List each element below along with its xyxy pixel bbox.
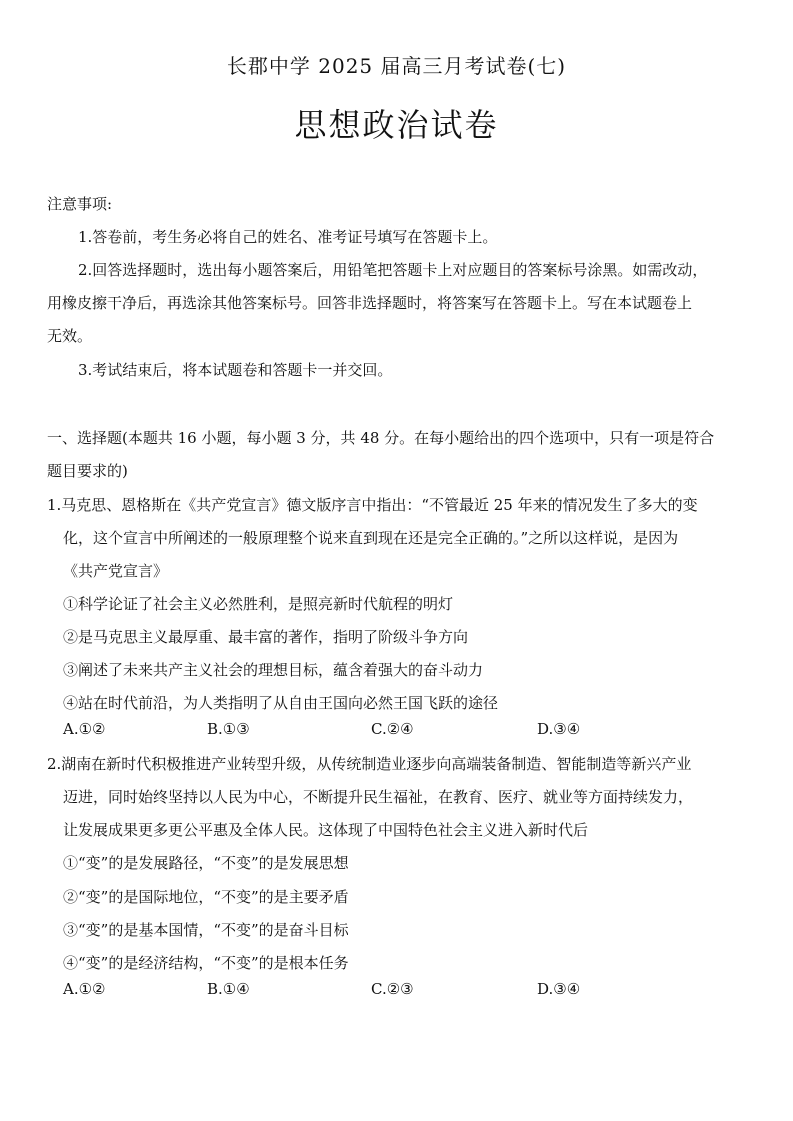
notice-item-3: 3.考试结束后，将本试题卷和答题卡一并交回。 (78, 361, 393, 379)
q2-statement-2: ②“变”的是国际地位，“不变”的是主要矛盾 (63, 888, 349, 906)
q1-statement-4: ④站在时代前沿，为人类指明了从自由王国向必然王国飞跃的途径 (63, 694, 499, 712)
exam-title: 思想政治试卷 (294, 106, 499, 144)
section-heading-line-1: 一、选择题(本题共 16 小题，每小题 3 分，共 48 分。在每小题给出的四个选项中，只有一项是符合 (47, 429, 715, 447)
notice-item-2-line-3: 无效。 (47, 327, 93, 345)
q1-statement-1: ①科学论证了社会主义必然胜利，是照亮新时代航程的明灯 (63, 595, 454, 613)
q2-option-d: D.③④ (537, 980, 581, 998)
q2-statement-1: ①“变”的是发展路径，“不变”的是发展思想 (63, 854, 349, 872)
q2-stem-line-2: 迈进，同时始终坚持以人民为中心，不断提升民生福祉，在教育、医疗、就业等方面持续发力， (63, 788, 694, 806)
q2-option-b: B.①④ (207, 980, 250, 998)
q2-option-a: A.①② (63, 980, 106, 998)
q2-statement-4: ④“变”的是经济结构，“不变”的是根本任务 (63, 954, 349, 972)
q1-statement-2: ②是马克思主义最厚重、最丰富的著作，指明了阶级斗争方向 (63, 628, 469, 646)
q1-stem-line-3: 《共产党宣言》 (63, 562, 169, 580)
q1-statement-3: ③阐述了未来共产主义社会的理想目标，蕴含着强大的奋斗动力 (63, 661, 484, 679)
q1-option-b: B.①③ (207, 720, 250, 738)
q1-option-d: D.③④ (537, 720, 581, 738)
notice-item-2-line-1: 2.回答选择题时，选出每小题答案后，用铅笔把答题卡上对应题目的答案标号涂黑。如需改动， (78, 261, 708, 279)
q1-option-a: A.①② (63, 720, 106, 738)
q2-option-c: C.②③ (371, 980, 414, 998)
notice-item-2-line-2: 用橡皮擦干净后，再选涂其他答案标号。回答非选择题时，将答案写在答题卡上。写在本试题卷上 (47, 294, 693, 312)
section-heading-line-2: 题目要求的) (47, 462, 128, 480)
q1-stem-line-1: 1.马克思、恩格斯在《共产党宣言》德文版序言中指出：“不管最近 25 年来的情况发生了多大的变 (47, 496, 698, 514)
q2-stem-line-1: 2.湖南在新时代积极推进产业转型升级，从传统制造业逐步向高端装备制造、智能制造等新兴产业 (47, 755, 692, 773)
notice-heading: 注意事项: (47, 195, 113, 213)
q2-stem-line-3: 让发展成果更多更公平惠及全体人民。这体现了中国特色社会主义进入新时代后 (63, 821, 589, 839)
q1-option-c: C.②④ (371, 720, 414, 738)
q1-stem-line-2: 化，这个宣言中所阐述的一般原理整个说来直到现在还是完全正确的。”之所以这样说，是因为 (63, 529, 679, 547)
q2-statement-3: ③“变”的是基本国情，“不变”的是奋斗目标 (63, 921, 349, 939)
notice-item-1: 1.答卷前，考生务必将自己的姓名、准考证号填写在答题卡上。 (78, 228, 498, 246)
exam-subtitle: 长郡中学 2025 届高三月考试卷(七) (226, 54, 567, 78)
